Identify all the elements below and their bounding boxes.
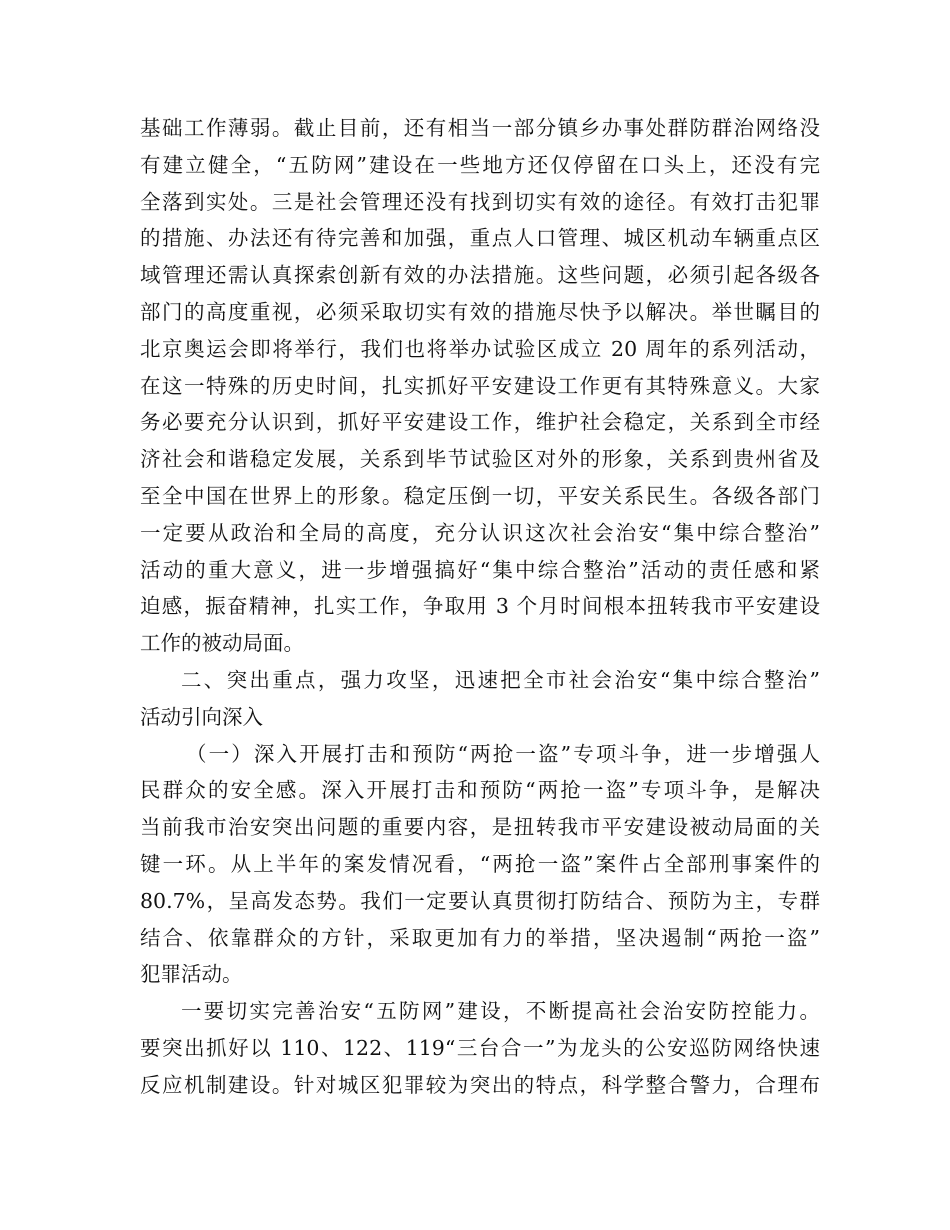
text-line: 犯罪活动。 [140,962,243,987]
text-line: 80.7%，呈高发态势。我们一定要认真贯彻打防结合、预防为主，专群 [140,888,820,913]
text-line: 基础工作薄弱。截止目前，还有相当一部分镇乡办事处群防群治网络没 [140,116,820,140]
text-line: 要突出抓好以 110、122、119“三台合一”为龙头的公安巡防网络快速 [140,1035,820,1060]
text-line: 迫感，振奋精神，扎实工作，争取用 3 个月时间根本扭转我市平安建设 [140,594,820,619]
text-line: 有建立健全，“五防网”建设在一些地方还仅停留在口头上，还没有完 [140,152,820,177]
text-line: 部门的高度重视，必须采取切实有效的措施尽快予以解决。举世瞩目的 [140,299,820,324]
text-line: 工作的被动局面。 [140,631,304,656]
text-line: 当前我市治安突出问题的重要内容，是扭转我市平安建设被动局面的关 [140,815,820,840]
text-line: 至全中国在世界上的形象。稳定压倒一切，平安关系民生。各级各部门 [140,483,820,508]
document-body [140,110,820,1104]
text-line: 反应机制建设。针对城区犯罪较为突出的特点，科学整合警力，合理布 [140,1072,820,1097]
text-line: 域管理还需认真探索创新有效的办法措施。这些问题，必须引起各级各 [140,263,820,288]
section-heading: 二、突出重点，强力攻坚，迅速把全市社会治安“集中综合整治” [181,667,820,692]
text-line: 北京奥运会即将举行，我们也将举办试验区成立 20 周年的系列活动， [140,336,820,361]
section-heading-continued: 活动引向深入 [140,704,263,729]
text-line: 的措施、办法还有待完善和加强，重点人口管理、城区机动车辆重点区 [140,226,820,251]
text-line: 结合、依靠群众的方针，采取更加有力的举措，坚决遏制“两抢一盗” [140,925,820,950]
text-line: 济社会和谐稳定发展，关系到毕节试验区对外的形象，关系到贵州省及 [140,447,820,472]
text-line: 在这一特殊的历史时间，扎实抓好平安建设工作更有其特殊意义。大家 [140,373,820,398]
text-line: 民群众的安全感。深入开展打击和预防“两抢一盗”专项斗争，是解决 [140,778,820,803]
text-line: 键一环。从上半年的案发情况看，“两抢一盗”案件占全部刑事案件的 [140,851,820,876]
subsection-heading: （一）深入开展打击和预防“两抢一盗”专项斗争，进一步增强人 [186,741,820,766]
text-line: 务必要充分认识到，抓好平安建设工作，维护社会稳定，关系到全市经 [140,410,820,435]
text-line: 一定要从政治和全局的高度，充分认识这次社会治安“集中综合整治” [140,520,820,545]
text-line: 活动的重大意义，进一步增强搞好“集中综合整治”活动的责任感和紧 [140,557,820,582]
text-line: 全落到实处。三是社会管理还没有找到切实有效的途径。有效打击犯罪 [140,189,820,214]
text-line: 一要切实完善治安“五防网”建设，不断提高社会治安防控能力。 [181,999,820,1024]
